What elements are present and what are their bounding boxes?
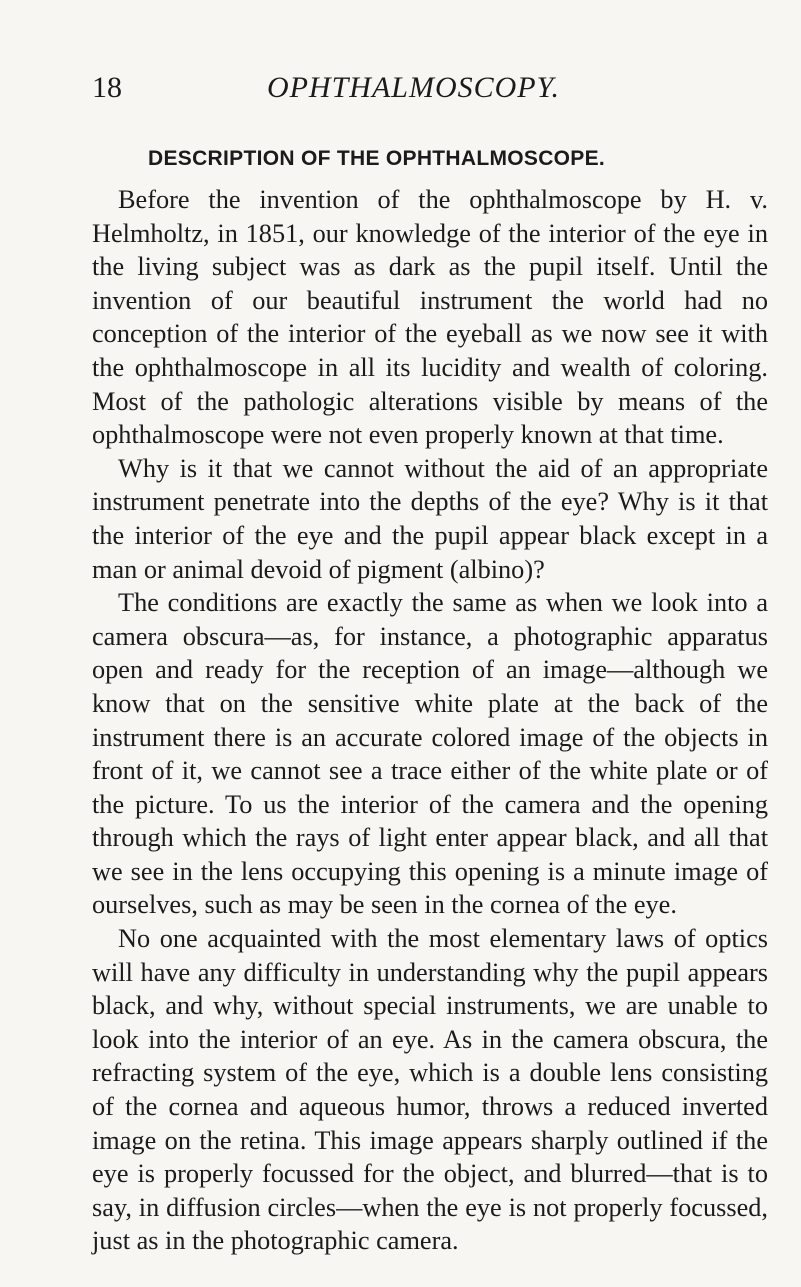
- section-title: DESCRIPTION OF THE OPHTHALMOSCOPE.: [148, 147, 606, 170]
- paragraph: Before the invention of the ophthalmoscope by H. v. Helmholtz, in 1851, our knowledge of the interior of the eye in the living subject was as dark as the pupil itself. Until the invention of our beautiful instrument the world had no conception of the interior of the eyeball as we now see it with the ophthalmoscope in all its lucidity and wealth of coloring. Most of the pathologic alterations visible by means of the ophthalmoscope were not even properly known at that time.: [92, 185, 768, 450]
- running-head: OPHTHALMOSCOPY.: [266, 71, 561, 104]
- paragraph: No one acquainted with the most elementary laws of optics will have any difficulty in understanding why the pupil appears black, and why, without special instruments, we are unable to look into the interior of an eye. As in the camera obscura, the refracting system of the eye, which is a double lens consisting of the cornea and aqueous humor, throws a reduced inverted image on the retina. This image appears sharply outlined if the eye is properly focussed for the object, and blurred—that is to say, in diffusion circles—when the eye is not properly focussed, just as in the photographic camera.: [92, 924, 768, 1256]
- page-header: [0, 68, 801, 108]
- paragraph: Why is it that we cannot without the aid of an appropriate instrument penetrate into the depths of the eye? Why is it that the interior of the eye and the pupil appear black except in a man or animal devoid of pigment (albino)?: [92, 453, 768, 584]
- body-text: [92, 183, 768, 1258]
- page-number: 18: [92, 71, 122, 104]
- paragraph: The conditions are exactly the same as when we look into a camera obscura—as, for instance, a photographic apparatus open and ready for the reception of an image—although we know that on the sensitive white plate at the back of the instrument there is an accurate colored image of the objects in front of it, we cannot see a trace either of the white plate or of the picture. To us the interior of the camera and the opening through which the rays of light enter appear black, and all that we see in the lens occupying this opening is a minute image of ourselves, such as may be seen in the cornea of the eye.: [92, 588, 768, 920]
